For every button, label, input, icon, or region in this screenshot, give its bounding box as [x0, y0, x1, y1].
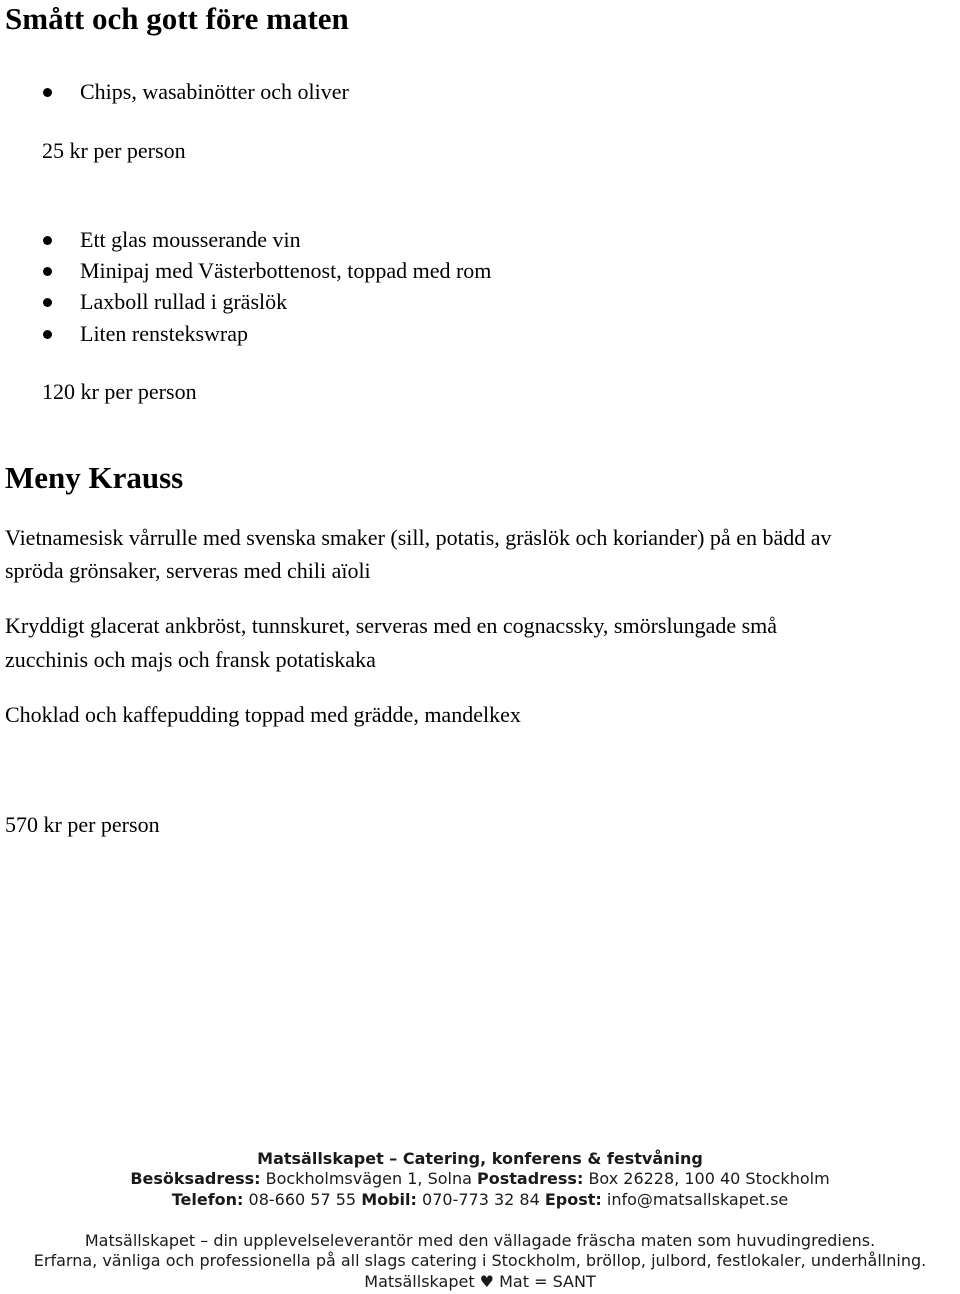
bullet-icon [43, 236, 52, 245]
footer-contact: Telefon: 08-660 57 55 Mobil: 070-773 32 84 Epost: info@matsallskapet.se [171, 1190, 789, 1209]
bullet-icon [43, 267, 52, 276]
footer-tagline1: Matsällskapet – din upplevelseleverantör med den vällagade fräscha maten som huvudingrediens. [84, 1231, 876, 1250]
footer-tagline2: Erfarna, vänliga och professionella på all slags catering i Stockholm, bröllop, julbord, festlokaler, underhållning. [33, 1251, 927, 1270]
course3: Choklad och kaffepudding toppad med grädde, mandelkex [5, 702, 521, 727]
bullet-icon [43, 88, 52, 97]
section-title-smatt-och-gott: Smått och gott före maten [5, 1, 349, 36]
course2-line1: Kryddigt glacerat ankbröst, tunnskuret, serveras med en cognacssky, smörslungade små [5, 613, 778, 638]
course1-line1: Vietnamesisk vårrulle med svenska smaker (sill, potatis, gräslök och koriander) på en bädd av [5, 525, 832, 550]
course1-line2: spröda grönsaker, serveras med chili aïoli [5, 558, 371, 583]
email-link[interactable]: info@matsallskapet.se [606, 1190, 789, 1209]
menu-title: Meny Krauss [5, 460, 184, 495]
menu-price: 570 kr per person [5, 812, 160, 837]
footer-tagline3: Matsällskapet ♥ Mat = SANT [364, 1272, 596, 1291]
footer-addresses: Besöksadress: Bockholmsvägen 1, Solna Postadress: Box 26228, 100 40 Stockholm [130, 1169, 830, 1188]
price-snacks: 25 kr per person [42, 138, 186, 163]
course2-line2: zucchinis och majs och fransk potatiskaka [5, 647, 376, 672]
bullet-icon [43, 298, 52, 307]
bullet-icon [43, 330, 52, 339]
footer-company: Matsällskapet – Catering, konferens & festvåning [257, 1149, 703, 1168]
price-starters: 120 kr per person [42, 379, 197, 404]
